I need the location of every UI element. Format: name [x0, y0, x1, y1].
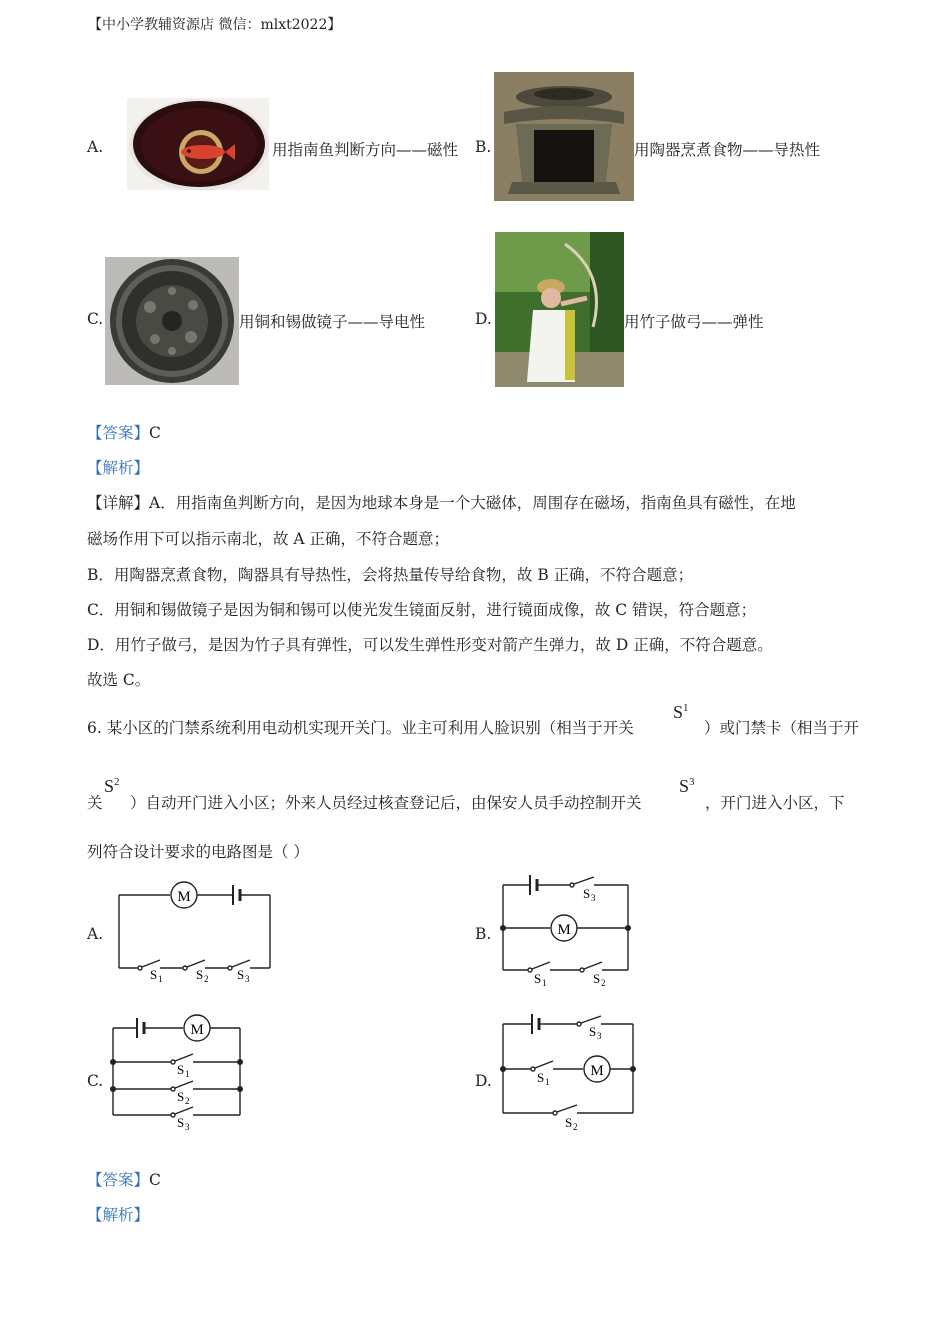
bamboo-bow-image	[495, 232, 624, 387]
q6-line-1b: ）或门禁卡（相当于开	[704, 719, 860, 737]
svg-text:3: 3	[185, 1122, 190, 1132]
symbol-s1: $S^1$	[673, 702, 689, 722]
circuit-d-label: D.	[475, 1072, 492, 1090]
option-c-label: C.	[87, 310, 104, 328]
svg-text:S: S	[565, 1115, 573, 1130]
q6-line-2a: 关	[87, 794, 103, 812]
svg-text:1: 1	[542, 978, 547, 988]
symbol-s3: $S^3$	[679, 776, 695, 796]
detail-line-5: D．用竹子做弓，是因为竹子具有弹性，可以发生弹性形变对箭产生弹力，故 D 正确，不符合题意。	[87, 636, 773, 654]
option-c-text: 用铜和锡做镜子——导电性	[239, 313, 426, 331]
svg-text:1: 1	[185, 1069, 190, 1079]
option-a-label: A.	[87, 138, 104, 156]
answer-tag: 【答案】	[87, 1171, 150, 1189]
svg-text:S: S	[583, 886, 591, 901]
circuit-c-label: C.	[87, 1072, 104, 1090]
q6-line-3: 列符合设计要求的电路图是（ ）	[87, 843, 309, 861]
circuit-b-diagram	[495, 870, 640, 990]
svg-text:M: M	[590, 1063, 604, 1079]
q6-line-2c: ，开门进入小区，下	[705, 794, 845, 812]
svg-text:M: M	[557, 922, 571, 938]
svg-text:3: 3	[245, 974, 250, 984]
svg-text:S: S	[177, 1062, 185, 1077]
option-d-text: 用竹子做弓——弹性	[624, 313, 764, 331]
svg-text:S: S	[589, 1024, 597, 1039]
symbol-s2: $S^2$	[104, 776, 120, 796]
svg-text:1: 1	[158, 974, 163, 984]
q6-answer	[87, 1168, 161, 1190]
svg-text:M: M	[190, 1022, 204, 1038]
s2-label: S	[196, 967, 204, 982]
bronze-mirror-image	[105, 257, 239, 385]
option-a-text: 用指南鱼判断方向——磁性	[272, 141, 459, 159]
svg-text:3: 3	[591, 893, 596, 903]
circuit-a-diagram	[110, 875, 290, 990]
q6-line-1a: 6. 某小区的门禁系统利用电动机实现开关门。业主可利用人脸识别（相当于开关	[87, 719, 634, 737]
circuit-b-label: B.	[475, 925, 492, 943]
motor-label: M	[177, 889, 191, 905]
svg-text:S: S	[534, 971, 542, 986]
svg-text:2: 2	[573, 1122, 578, 1132]
detail-line-2: 磁场作用下可以指示南北，故 A 正确，不符合题意；	[87, 530, 450, 548]
option-d-label: D.	[475, 310, 492, 328]
q5-detail	[87, 491, 796, 513]
detail-line-1: A．用指南鱼判断方向，是因为地球本身是一个大磁体，周围存在磁场，指南鱼具有磁性，在地	[149, 494, 796, 512]
svg-text:S: S	[177, 1089, 185, 1104]
answer-tag: 【答案】	[87, 424, 150, 442]
detail-tag: 【详解】	[87, 494, 150, 512]
pottery-stove-image	[494, 72, 634, 201]
circuit-c-diagram	[105, 1010, 250, 1135]
svg-text:1: 1	[545, 1077, 550, 1087]
option-b-label: B.	[475, 138, 492, 156]
svg-text:3: 3	[597, 1031, 602, 1041]
compass-fish-image	[127, 98, 269, 190]
q6-line-2b: ）自动开门进入小区；外来人员经过核查登记后，由保安人员手动控制开关	[130, 794, 642, 812]
q6-analysis-tag: 【解析】	[87, 1206, 150, 1224]
circuit-d-diagram	[495, 1010, 645, 1135]
page-header: 【中小学教辅资源店 微信：mlxt2022】	[88, 17, 342, 33]
option-b-text: 用陶器烹煮食物——导热性	[634, 141, 821, 159]
detail-line-6: 故选 C。	[87, 671, 151, 689]
circuit-a-label: A.	[87, 925, 104, 943]
s3-label: S	[237, 967, 245, 982]
detail-line-3: B．用陶器烹煮食物，陶器具有导热性，会将热量传导给食物，故 B 正确，不符合题意；	[87, 566, 694, 584]
svg-text:2: 2	[204, 974, 209, 984]
svg-text:S: S	[537, 1070, 545, 1085]
answer-value: C	[149, 1171, 161, 1189]
svg-text:2: 2	[601, 978, 606, 988]
q5-answer	[87, 421, 161, 443]
answer-value: C	[149, 424, 161, 442]
svg-text:S: S	[593, 971, 601, 986]
svg-text:2: 2	[185, 1096, 190, 1106]
s1-label: S	[150, 967, 158, 982]
q5-analysis-tag: 【解析】	[87, 459, 150, 477]
svg-text:S: S	[177, 1115, 185, 1130]
detail-line-4: C．用铜和锡做镜子是因为铜和锡可以使光发生镜面反射，进行镜面成像，故 C 错误，符合题意；	[87, 601, 757, 619]
